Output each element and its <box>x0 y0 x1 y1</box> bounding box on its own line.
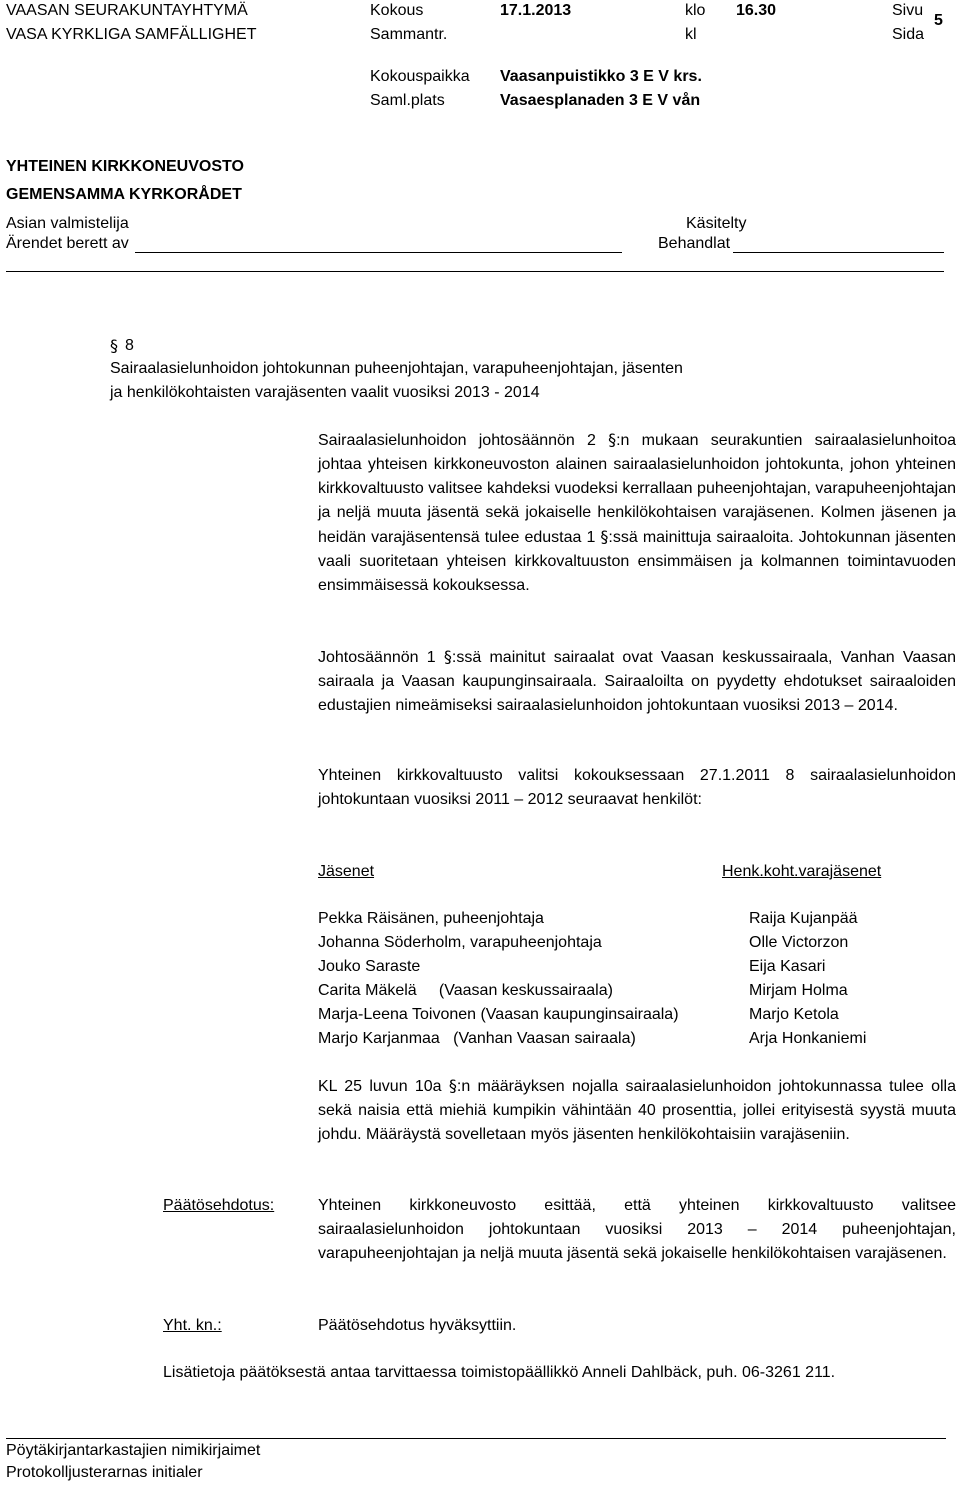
section-number: 8 <box>125 337 134 354</box>
meeting-label-sv: Sammantr. <box>370 26 448 43</box>
paragraph-law-b: :n määräyksen nojalla sairaalasielunhoidon johtokunnassa tulee olla sekä naisia että miehiä kumpikin vähintään 40 prosenttia, jollei erityisestä syystä muuta johdu. Määräystä sovelletaan myös jäsenten henkilökohtaisiin varajäseniin. <box>318 1078 957 1143</box>
place-sv: Vasaesplanaden 3 E V vån <box>500 92 701 109</box>
footer-initials-sv: Protokolljusterarnas initialer <box>6 1464 203 1481</box>
section-sign: § <box>443 647 452 666</box>
proposal-text: Yhteinen kirkkoneuvosto esittää, että yhteinen kirkkovaltuusto valitsee sairaalasielunhoidon johtokuntaan vuosiksi 2013 – 2014 puheenjohtajan, varapuheenjohtajan ja neljä muuta jäsentä sekä jokaiselle henkilökohtaisen varajäsenen. <box>318 1197 956 1262</box>
page-label-sv: Sida <box>892 26 925 43</box>
members-header: Jäsenet <box>318 863 375 880</box>
deputy-row: Arja Honkaniemi <box>749 1030 867 1047</box>
member-row: Marjo Karjanmaa (Vanhan Vaasan sairaala) <box>318 1030 636 1047</box>
member-row: Carita Mäkelä (Vaasan keskussairaala) <box>318 982 613 999</box>
paragraph-bylaw-2-a: Sairaalasielunhoidon johtosäännön 2 <box>318 432 609 449</box>
member-row: Johanna Söderholm, varapuheenjohtaja <box>318 934 602 951</box>
meeting-time: 16.30 <box>736 2 777 19</box>
preparer-label-sv: Ärendet berett av <box>6 235 129 252</box>
section-sign: § <box>448 1076 457 1095</box>
footer-divider <box>6 1438 946 1439</box>
deputy-row: Marjo Ketola <box>749 1006 839 1023</box>
body-title-sv: GEMENSAMMA KYRKORÅDET <box>6 186 242 203</box>
header-divider <box>6 271 944 272</box>
deputy-row: Mirjam Holma <box>749 982 848 999</box>
preparer-line <box>135 252 622 253</box>
handled-line <box>733 252 944 253</box>
body-title-fi: YHTEINEN KIRKKONEUVOSTO <box>6 158 244 175</box>
decision-text: Päätösehdotus hyväksyttiin. <box>318 1317 517 1334</box>
decision-label: Yht. kn.: <box>163 1317 222 1334</box>
meeting-label-fi: Kokous <box>370 2 424 19</box>
place-label-fi: Kokouspaikka <box>370 68 470 85</box>
paragraph-bylaw-1 <box>318 645 956 718</box>
deputy-row: Eija Kasari <box>749 958 826 975</box>
paragraph-previous-election: Yhteinen kirkkovaltuusto valitsi kokouksessaan 27.1.2011 8 sairaalasielunhoidon johtokuntaan vuosiksi 2011 – 2012 seuraavat henkilöt: <box>318 767 956 808</box>
deputy-row: Olle Victorzon <box>749 934 849 951</box>
org-name-sv: VASA KYRKLIGA SAMFÄLLIGHET <box>6 26 257 43</box>
paragraph-bylaw-2-c: :ssä mainittuja sairaaloita. Johtokunnan jäsenten vaali suoritetaan yhteisen kirkkovaltuuston ensimmäisen ja kolmannen toimintavuoden ensimmäisessä kokouksessa. <box>318 529 956 594</box>
paragraph-bylaw-1-a: Johtosäännön 1 <box>318 649 444 666</box>
deputies-list <box>749 907 866 1051</box>
proposal-label: Päätösehdotus: <box>163 1197 275 1214</box>
paragraph-law-a: KL 25 luvun 10a <box>318 1078 449 1095</box>
section-sign: § <box>600 527 609 546</box>
paragraph-bylaw-2-b: :n mukaan seurakuntien sairaalasielunhoitoa johtaa yhteisen kirkkoneuvoston alainen sairaalasielunhoidon johtokunta, johon yhteinen kirkkovaltuusto valitsee kahdeksi vuodeksi kerrallaan puheenjohtajan, varapuheenjohtajan ja neljä muuta jäsentä sekä jokaiselle henkilökohtaisen varajäsenen. Kolmen jäsenen ja heidän varajäsentensä tulee edustaa 1 <box>318 432 956 546</box>
section-title-line1: Sairaalasielunhoidon johtokunnan puheenjohtajan, varapuheenjohtajan, jäsenten <box>110 360 683 377</box>
page-label-fi: Sivu <box>892 2 924 19</box>
time-label-fi: klo <box>685 2 706 19</box>
footer-initials-fi: Pöytäkirjantarkastajien nimikirjaimet <box>6 1442 261 1459</box>
meeting-date: 17.1.2013 <box>500 2 572 19</box>
paragraph-bylaw-1-b: :ssä mainitut sairaalat ovat Vaasan keskussairaala, Vanhan Vaasan sairaala ja Vaasan kaupunginsairaala. Sairaaloilta on pyydetty ehdotukset sairaaloiden edustajien nimeämiseksi sairaalasielunhoidon johtokuntaan vuosiksi 2013 – 2014. <box>318 649 956 714</box>
members-list <box>318 907 679 1051</box>
deputies-header: Henk.koht.varajäsenet <box>722 863 882 880</box>
member-row: Marja-Leena Toivonen (Vaasan kaupunginsairaala) <box>318 1006 679 1023</box>
section-title-line2: ja henkilökohtaisten varajäsenten vaalit vuosiksi 2013 - 2014 <box>110 384 540 401</box>
preparer-label-fi: Asian valmistelija <box>6 215 129 232</box>
member-row: Jouko Saraste <box>318 958 421 975</box>
member-row: Pekka Räisänen, puheenjohtaja <box>318 910 544 927</box>
paragraph-bylaw-2 <box>318 428 956 598</box>
handled-label-fi: Käsitelty <box>686 215 747 232</box>
place-fi: Vaasanpuistikko 3 E V krs. <box>500 68 702 85</box>
time-label-sv: kl <box>685 26 697 43</box>
section-sign: § <box>608 430 617 449</box>
place-label-sv: Saml.plats <box>370 92 445 109</box>
page-number: 5 <box>934 12 943 29</box>
handled-label-sv: Behandlat <box>658 235 731 252</box>
deputy-row: Raija Kujanpää <box>749 910 858 927</box>
org-name-fi: VAASAN SEURAKUNTAYHTYMÄ <box>6 2 248 19</box>
section-symbol: § <box>110 336 118 355</box>
paragraph-law-requirement <box>318 1074 956 1147</box>
additional-info: Lisätietoja päätöksestä antaa tarvittaessa toimistopäällikkö Anneli Dahlbäck, puh. 06-3261 211. <box>163 1364 836 1381</box>
